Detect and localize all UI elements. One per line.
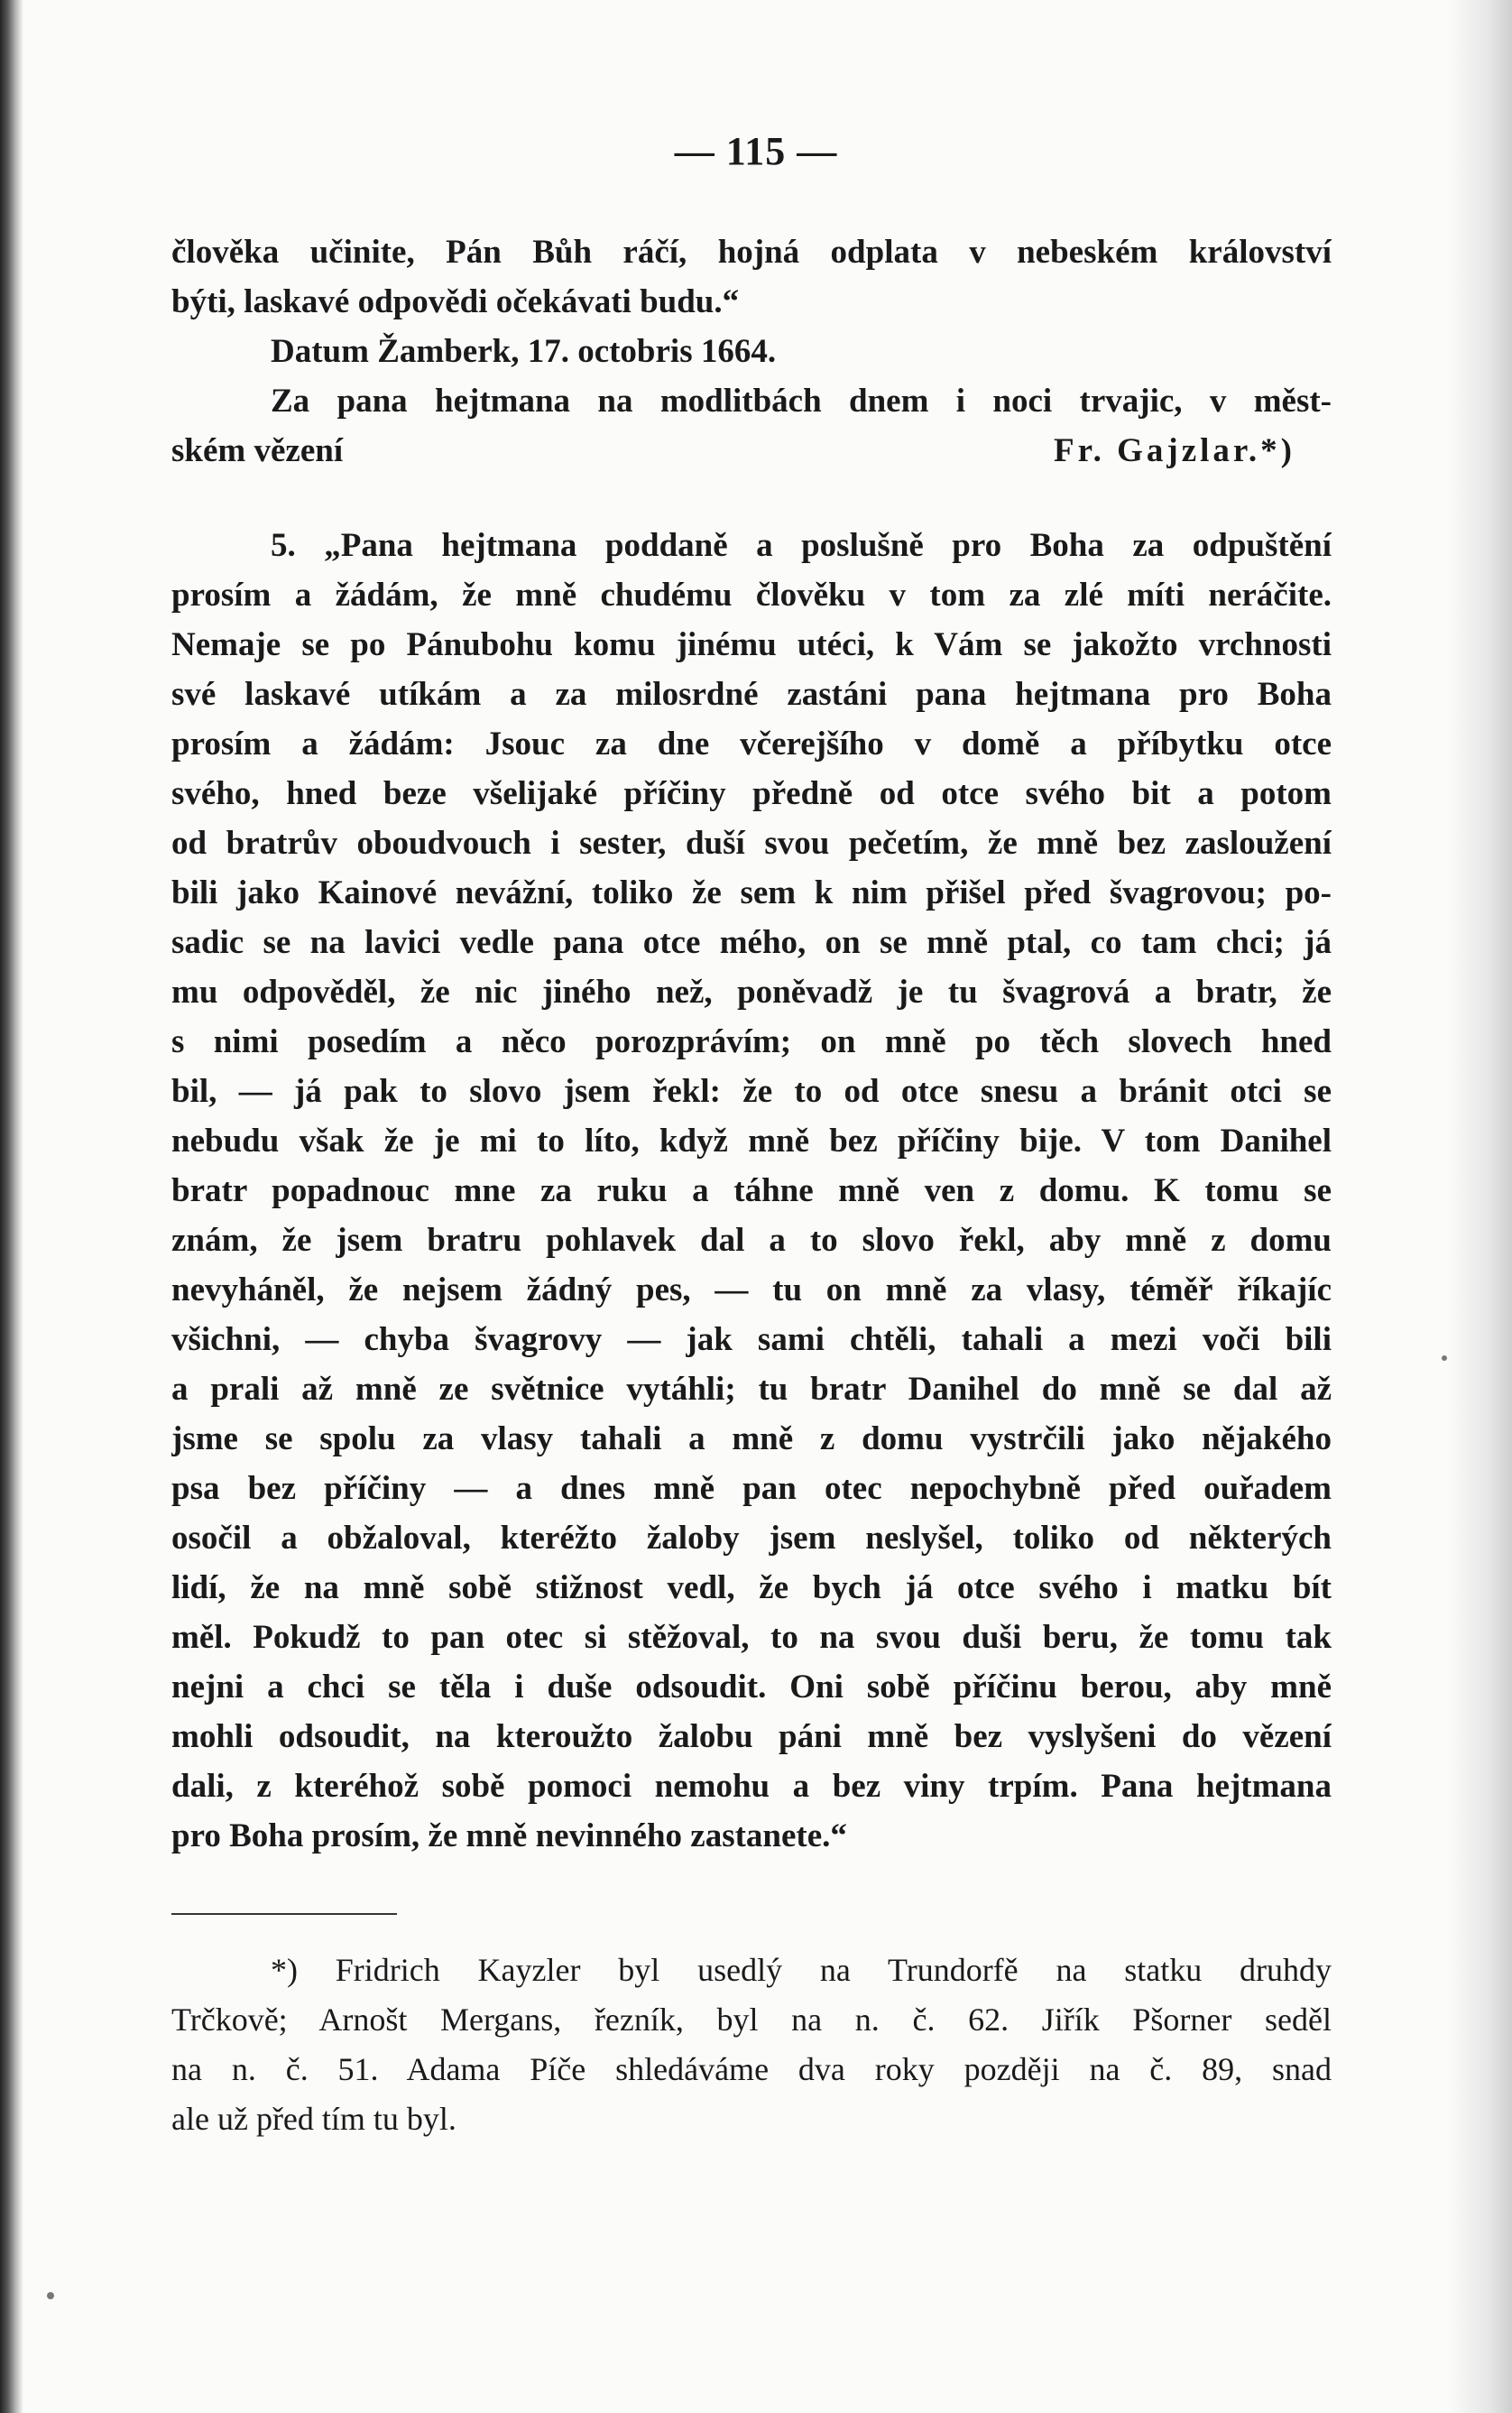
- text-line: mohli odsoudit, na kteroužto žalobu páni mně bez vyslyšeni do vězení: [171, 1718, 1332, 1755]
- signature: Fr. Gajzlar.*): [1053, 432, 1295, 469]
- text-line: s nimi posedím a něco porozprávím; on mně po těch slovech hned: [171, 1023, 1332, 1060]
- scan-speck: [47, 2292, 54, 2299]
- text-line: bil, — já pak to slovo jsem řekl: že to od otce snesu a bránit otci se: [171, 1073, 1332, 1110]
- text-line: od bratrův oboudvouch i sester, duší svou pečetím, že mně bez zasloužení: [171, 825, 1332, 862]
- text-line: lidí, že na mně sobě stižnost vedl, že bych já otce svého i matku bít: [171, 1569, 1332, 1606]
- text-line: a prali až mně ze světnice vytáhli; tu bratr Danihel do mně se dal až: [171, 1371, 1332, 1408]
- text-line: člověka učinite, Pán Bůh ráčí, hojná odplata v nebeském království: [171, 234, 1332, 271]
- text-line: pro Boha prosím, že mně nevinného zastanete.“: [171, 1817, 847, 1854]
- text-line: své laskavé utíkám a za milosrdné zastáni pana hejtmana pro Boha: [171, 676, 1332, 713]
- page-edge-right: [1449, 0, 1512, 2413]
- scan-speck: [1442, 1355, 1447, 1361]
- closing-line: ském vězení: [171, 432, 344, 469]
- footnote-line: ale už před tím tu byl.: [171, 2101, 456, 2137]
- letter-5: [171, 521, 1332, 1861]
- text-line: měl. Pokudž to pan otec si stěžoval, to na svou duši beru, že tomu tak: [171, 1619, 1332, 1656]
- letter-ending: [171, 227, 1332, 476]
- date-line: Datum Žamberk, 17. octobris 1664.: [271, 333, 777, 370]
- text-line: všichni, — chyba švagrovy — jak sami chtěli, tahali a mezi voči bili: [171, 1321, 1332, 1358]
- page-number: — 115 —: [674, 129, 838, 173]
- text-line: prosím a žádám, že mně chudému člověku v tom za zlé míti neráčite.: [171, 577, 1332, 614]
- text-line: 5. „Pana hejtmana poddaně a poslušně pro Boha za odpuštění: [271, 527, 1332, 564]
- footnote-line: na n. č. 51. Adama Píče shledáváme dva roky později na č. 89, snad: [171, 2051, 1332, 2087]
- footnote: [171, 1945, 1332, 2143]
- page-edge-left: [0, 0, 23, 2413]
- closing-line: Za pana hejtmana na modlitbách dnem i noci trvajic, v měst-: [271, 383, 1332, 420]
- signature-row: [171, 426, 1332, 476]
- text-line: bratr popadnouc mne za ruku a táhne mně ven z domu. K tomu se: [171, 1172, 1332, 1209]
- footnote-line: *) Fridrich Kayzler byl usedlý na Trundorfě na statku druhdy: [271, 1952, 1332, 1988]
- footnote-line: Trčkově; Arnošt Mergans, řezník, byl na n. č. 62. Jiřík Pšorner seděl: [171, 2002, 1332, 2038]
- text-line: nevyháněl, že nejsem žádný pes, — tu on mně za vlasy, téměř říkajíc: [171, 1271, 1332, 1308]
- text-line: svého, hned beze všelijaké příčiny předně od otce svého bit a potom: [171, 775, 1332, 812]
- text-line: Nemaje se po Pánubohu komu jinému utéci, k Vám se jakožto vrchnosti: [171, 626, 1332, 663]
- text-line: nejni a chci se těla i duše odsoudit. Oni sobě příčinu berou, aby mně: [171, 1669, 1332, 1706]
- text-line: znám, že jsem bratru pohlavek dal a to slovo řekl, aby mně z domu: [171, 1222, 1332, 1259]
- text-line: osočil a obžaloval, kteréžto žaloby jsem neslyšel, toliko od některých: [171, 1520, 1332, 1557]
- text-line: dali, z kteréhož sobě pomoci nemohu a bez viny trpím. Pana hejtmana: [171, 1768, 1332, 1805]
- text-line: prosím a žádám: Jsouc za dne včerejšího v domě a příbytku otce: [171, 726, 1332, 763]
- text-line: mu odpověděl, že nic jiného než, poněvadž je tu švagrová a bratr, že: [171, 974, 1332, 1011]
- text-line: psa bez příčiny — a dnes mně pan otec nepochybně před ouřadem: [171, 1470, 1332, 1507]
- footnote-divider: [171, 1913, 397, 1915]
- text-line: sadic se na lavici vedle pana otce mého, on se mně ptal, co tam chci; já: [171, 924, 1332, 961]
- text-line: nebudu však že je mi to líto, když mně bez příčiny bije. V tom Danihel: [171, 1123, 1332, 1160]
- text-line: býti, laskavé odpovědi očekávati budu.“: [171, 283, 740, 320]
- text-line: jsme se spolu za vlasy tahali a mně z domu vystrčili jako nějakého: [171, 1420, 1332, 1457]
- text-line: bili jako Kainové nevážní, toliko že sem k nim přišel před švagrovou; po-: [171, 874, 1332, 911]
